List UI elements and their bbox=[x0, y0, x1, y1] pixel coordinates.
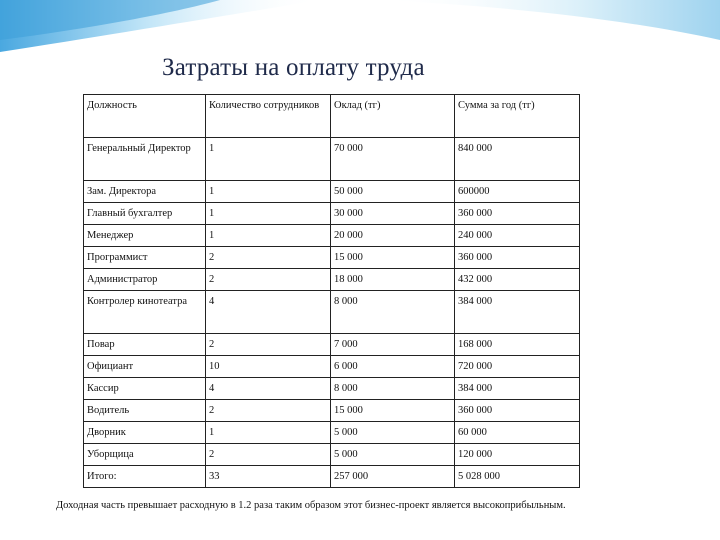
cell-position: Уборщица bbox=[84, 444, 206, 466]
cell-salary: 15 000 bbox=[331, 247, 455, 269]
cell-position: Водитель bbox=[84, 400, 206, 422]
cell-count: 1 bbox=[206, 181, 331, 203]
cell-position: Главный бухгалтер bbox=[84, 203, 206, 225]
cell-annual-sum: 360 000 bbox=[455, 247, 580, 269]
cell-position: Контролер кинотеатра bbox=[84, 291, 206, 334]
table-row bbox=[84, 203, 580, 225]
cell-annual-sum: 720 000 bbox=[455, 356, 580, 378]
header-salary: Оклад (тг) bbox=[331, 95, 455, 138]
cell-annual-sum: 384 000 bbox=[455, 378, 580, 400]
cell-count: 2 bbox=[206, 269, 331, 291]
table-row bbox=[84, 138, 580, 181]
cell-annual-sum: 168 000 bbox=[455, 334, 580, 356]
cell-count: 4 bbox=[206, 291, 331, 334]
cell-salary: 5 000 bbox=[331, 422, 455, 444]
table-row bbox=[84, 225, 580, 247]
header-position: Должность bbox=[84, 95, 206, 138]
cell-salary: 5 000 bbox=[331, 444, 455, 466]
header-annual-sum: Сумма за год (тг) bbox=[455, 95, 580, 138]
cell-annual-sum: 120 000 bbox=[455, 444, 580, 466]
table-row bbox=[84, 269, 580, 291]
table-row bbox=[84, 181, 580, 203]
table-row bbox=[84, 356, 580, 378]
cell-position: Официант bbox=[84, 356, 206, 378]
cell-salary: 6 000 bbox=[331, 356, 455, 378]
table-row bbox=[84, 334, 580, 356]
cell-count: 33 bbox=[206, 466, 331, 488]
cell-annual-sum: 384 000 bbox=[455, 291, 580, 334]
cost-table bbox=[83, 94, 580, 488]
cell-position: Кассир bbox=[84, 378, 206, 400]
cell-annual-sum: 600000 bbox=[455, 181, 580, 203]
cell-salary: 7 000 bbox=[331, 334, 455, 356]
cell-salary: 70 000 bbox=[331, 138, 455, 181]
cell-position: Администратор bbox=[84, 269, 206, 291]
cell-count: 10 bbox=[206, 356, 331, 378]
cell-count: 2 bbox=[206, 247, 331, 269]
cell-salary: 15 000 bbox=[331, 400, 455, 422]
cell-position: Повар bbox=[84, 334, 206, 356]
cell-count: 1 bbox=[206, 138, 331, 181]
cell-annual-sum: 360 000 bbox=[455, 400, 580, 422]
cell-count: 1 bbox=[206, 422, 331, 444]
cell-salary: 20 000 bbox=[331, 225, 455, 247]
cell-position: Программист bbox=[84, 247, 206, 269]
cell-position: Менеджер bbox=[84, 225, 206, 247]
cell-count: 2 bbox=[206, 400, 331, 422]
cell-count: 2 bbox=[206, 334, 331, 356]
cell-salary: 18 000 bbox=[331, 269, 455, 291]
cell-position: Итого: bbox=[84, 466, 206, 488]
cell-annual-sum: 360 000 bbox=[455, 203, 580, 225]
conclusion-text: Доходная часть превышает расходную в 1.2 раза таким образом этот бизнес-проект является высокоприбыльным. bbox=[56, 500, 566, 511]
cell-count: 1 bbox=[206, 203, 331, 225]
table-header-row bbox=[84, 95, 580, 138]
cell-annual-sum: 5 028 000 bbox=[455, 466, 580, 488]
cell-salary: 8 000 bbox=[331, 291, 455, 334]
table-row bbox=[84, 378, 580, 400]
cell-position: Дворник bbox=[84, 422, 206, 444]
cell-annual-sum: 240 000 bbox=[455, 225, 580, 247]
cell-salary: 50 000 bbox=[331, 181, 455, 203]
cell-count: 1 bbox=[206, 225, 331, 247]
header-count: Количество сотрудников bbox=[206, 95, 331, 138]
cell-salary: 257 000 bbox=[331, 466, 455, 488]
cell-annual-sum: 60 000 bbox=[455, 422, 580, 444]
table-row bbox=[84, 422, 580, 444]
cell-salary: 30 000 bbox=[331, 203, 455, 225]
table-row bbox=[84, 400, 580, 422]
cell-salary: 8 000 bbox=[331, 378, 455, 400]
cell-position: Зам. Директора bbox=[84, 181, 206, 203]
header-wave-decoration bbox=[0, 0, 720, 60]
table-row bbox=[84, 291, 580, 334]
cell-annual-sum: 840 000 bbox=[455, 138, 580, 181]
cell-position: Генеральный Директор bbox=[84, 138, 206, 181]
table-row bbox=[84, 247, 580, 269]
cell-count: 2 bbox=[206, 444, 331, 466]
table-total-row bbox=[84, 466, 580, 488]
slide-title: Затраты на оплату труда bbox=[162, 54, 425, 81]
table-row bbox=[84, 444, 580, 466]
cell-annual-sum: 432 000 bbox=[455, 269, 580, 291]
cell-count: 4 bbox=[206, 378, 331, 400]
